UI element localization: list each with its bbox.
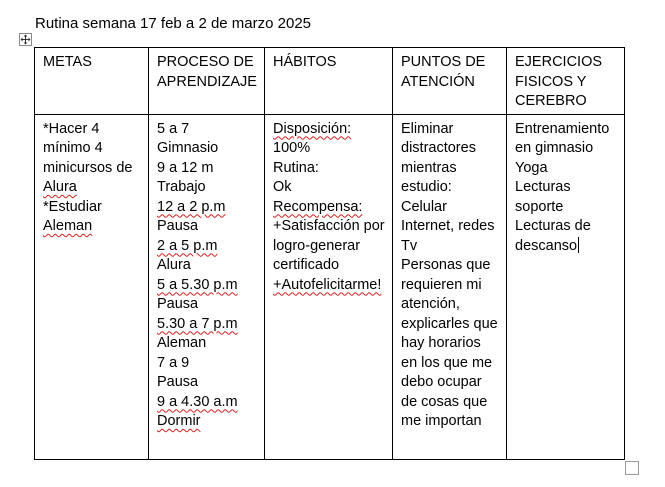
cell-line: Alura	[157, 257, 191, 273]
cell-line: Rutina:	[273, 159, 319, 176]
cell-line: *Estudiar	[43, 198, 102, 215]
cell-line: Lecturas	[515, 179, 571, 195]
cell-line: Alura	[43, 179, 77, 195]
cell-line: Gimnasio	[157, 140, 219, 156]
cell-line: de cosas que	[401, 393, 488, 410]
cell-line: en gimnasio	[515, 140, 594, 156]
header-line: HÁBITOS	[273, 54, 337, 70]
header-puntos[interactable]	[393, 48, 507, 115]
cell-line: mientras	[401, 159, 457, 176]
cell-line: me importan	[401, 413, 482, 429]
cell-line-text: descanso	[515, 237, 578, 254]
cell-line: Personas que	[401, 257, 491, 273]
cell-line: Aleman	[157, 335, 207, 351]
cell-line: 12 a 2 p.m	[157, 198, 226, 215]
cell-line: Entrenamiento	[515, 120, 610, 137]
cell-habitos[interactable]	[265, 114, 393, 460]
header-metas[interactable]	[35, 48, 149, 115]
cell-line: hay horarios	[401, 335, 481, 351]
cell-line: 9 a 12 m	[157, 159, 214, 176]
cell-line: logro-generar	[273, 237, 361, 254]
header-line: PROCESO DE	[157, 54, 254, 70]
cell-puntos[interactable]	[393, 114, 507, 460]
cell-proceso[interactable]	[149, 114, 265, 460]
cell-line: Eliminar	[401, 120, 454, 137]
header-line: CEREBRO	[515, 93, 587, 109]
header-line: PUNTOS DE	[401, 54, 486, 70]
cell-line: Trabajo	[157, 179, 206, 195]
cell-line: Recompensa:	[273, 198, 363, 215]
cell-ejercicios[interactable]	[507, 114, 625, 460]
cell-line: Dormir	[157, 413, 201, 429]
cell-line: 9 a 4.30 a.m	[157, 393, 238, 410]
cell-line: mínimo 4	[43, 140, 103, 156]
header-line: METAS	[43, 54, 92, 70]
cell-line: +Autofelicitarme!	[273, 276, 382, 293]
cell-line: Pausa	[157, 218, 199, 234]
cell-line: 5 a 5.30 p.m	[157, 276, 238, 293]
cell-line: debo ocupar	[401, 374, 482, 390]
cell-line: Tv	[401, 237, 418, 254]
cell-line: Aleman	[43, 218, 93, 234]
cell-line: en los que me	[401, 354, 493, 371]
header-line: FISICOS Y	[515, 73, 587, 90]
header-line: ATENCIÓN	[401, 73, 475, 90]
cell-line: +Satisfacción por	[273, 218, 385, 234]
cell-line: 2 a 5 p.m	[157, 237, 218, 254]
cell-line: distractores	[401, 140, 476, 156]
cell-line: Pausa	[157, 374, 199, 390]
routine-table[interactable]	[34, 47, 625, 460]
cell-line: 5 a 7	[157, 120, 190, 137]
cell-line: explicarles que	[401, 315, 498, 332]
cell-line-with-caret	[515, 237, 617, 257]
cell-line: minicursos de	[43, 159, 133, 176]
cell-line: requieren mi	[401, 276, 482, 293]
document-title: Rutina semana 17 feb a 2 de marzo 2025	[35, 15, 312, 32]
cell-line: Disposición:	[273, 120, 352, 137]
cell-line: Internet, redes	[401, 218, 495, 234]
cell-line: estudio:	[401, 179, 452, 195]
cell-line: Lecturas de	[515, 218, 591, 234]
cell-line: certificado	[273, 257, 340, 273]
cell-line: Yoga	[515, 159, 548, 176]
table-header-row	[35, 48, 625, 115]
header-habitos[interactable]	[265, 48, 393, 115]
header-line: APRENDIZAJE	[157, 73, 257, 90]
cell-line: Celular	[401, 198, 447, 215]
header-line: EJERCICIOS	[515, 54, 603, 70]
cell-line: 7 a 9	[157, 354, 190, 371]
cell-line: atención,	[401, 296, 460, 312]
move-arrows-icon	[20, 34, 31, 45]
text-cursor	[578, 237, 579, 253]
cell-line: soporte	[515, 198, 564, 215]
header-ejercicios[interactable]	[507, 48, 625, 115]
header-proceso[interactable]	[149, 48, 265, 115]
cell-line: *Hacer 4	[43, 120, 100, 137]
table-body-row	[35, 114, 625, 460]
cell-line: 5.30 a 7 p.m	[157, 315, 238, 332]
cell-line: Pausa	[157, 296, 199, 312]
cell-metas[interactable]	[35, 114, 149, 460]
cell-line: Ok	[273, 179, 292, 195]
table-move-handle-icon[interactable]	[19, 33, 32, 46]
table-resize-handle[interactable]	[625, 461, 639, 475]
cell-line: 100%	[273, 140, 311, 156]
